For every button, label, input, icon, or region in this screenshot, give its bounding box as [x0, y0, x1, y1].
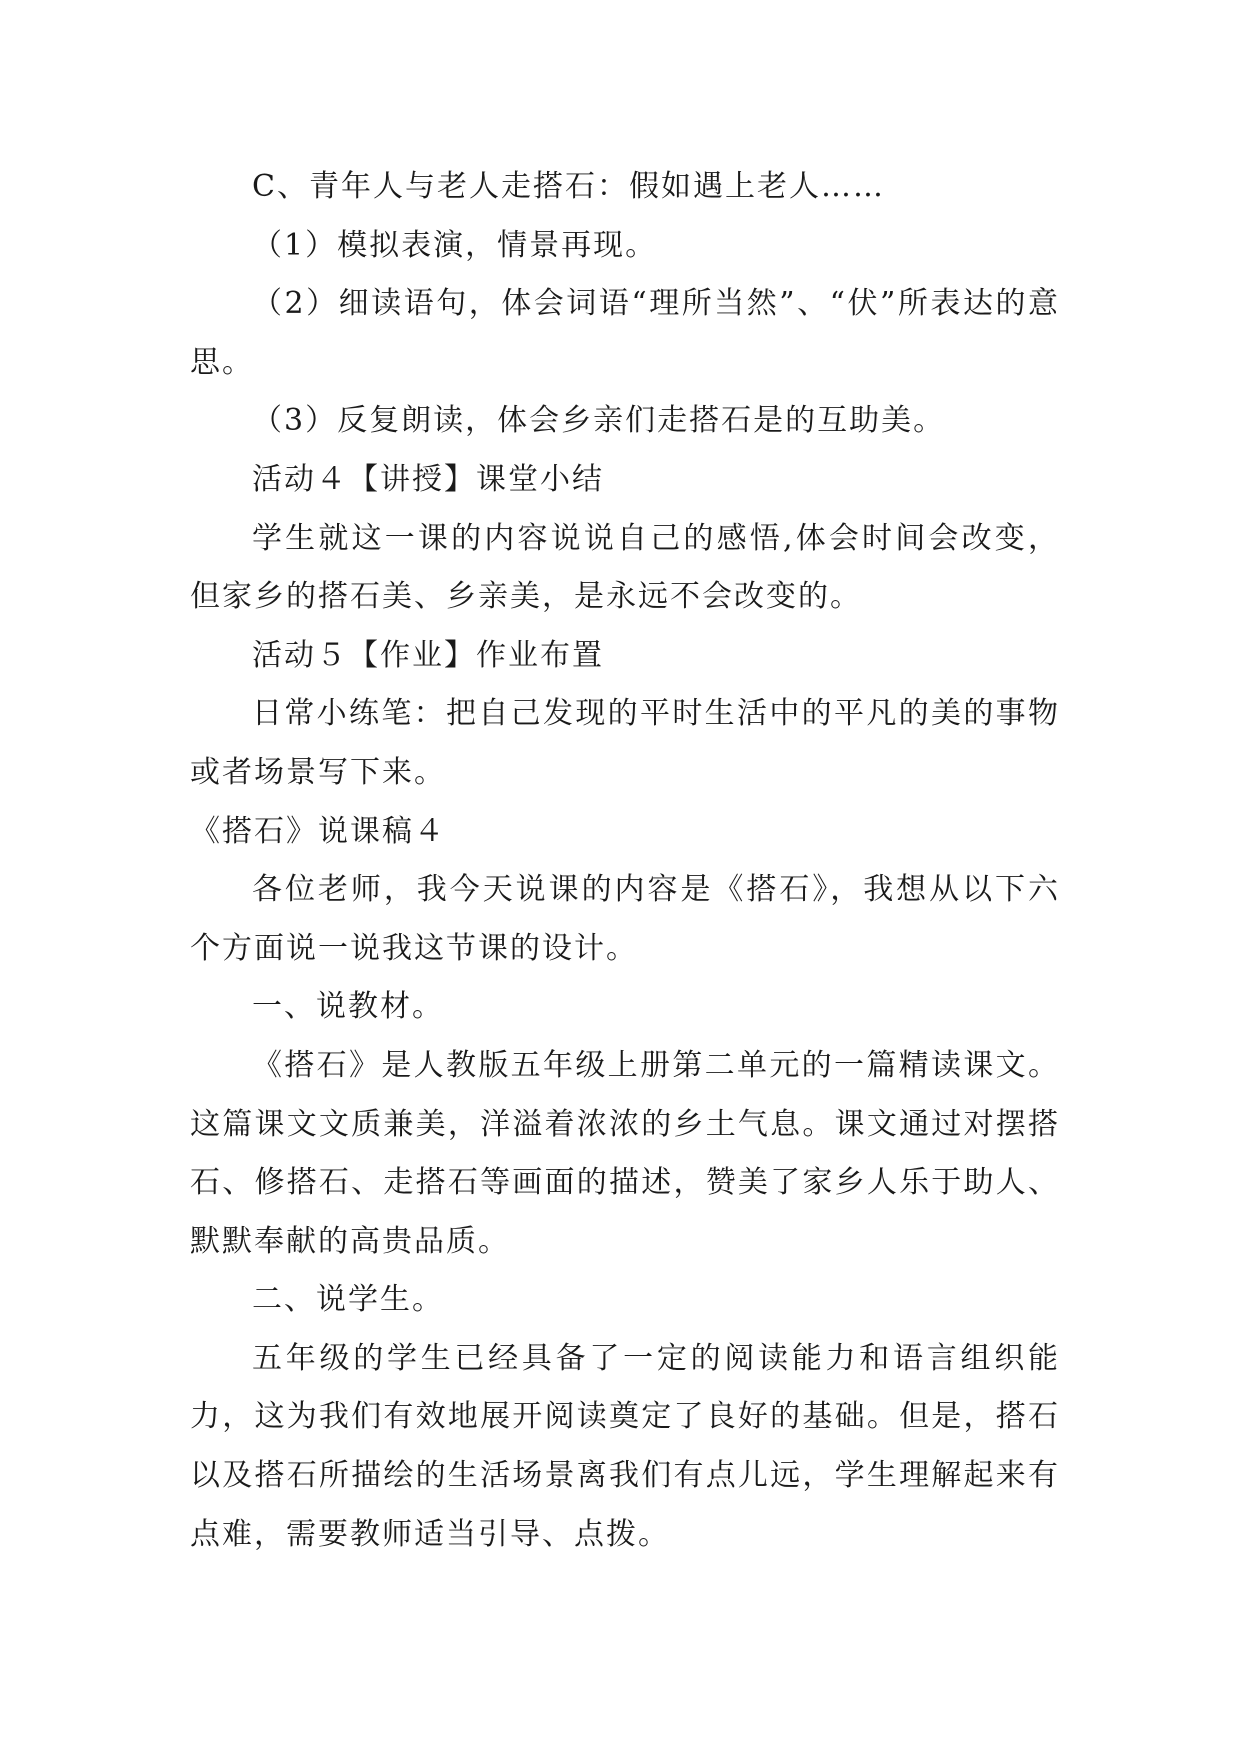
paragraph-section-1-heading: 一、说教材。: [252, 989, 444, 1025]
paragraph-textbook: 《搭石》是人教版五年级上册第二单元的一篇精读课文。这篇课文文质兼美，洋溢着浓浓的乡土气息。课文通过对摆搭石、修搭石、走搭石等画面的描述，赞美了家乡人乐于助人、默默奉献的高贵品质。: [190, 1047, 1060, 1259]
paragraph-intro: 各位老师，我今天说课的内容是《搭石》，我想从以下六个方面说一说我这节课的设计。: [190, 872, 1060, 966]
paragraph-step-2: （2）细读语句，体会词语“理所当然”、“伏”所表达的意思。: [190, 286, 1060, 380]
paragraph-homework: 日常小练笔：把自己发现的平时生活中的平凡的美的事物或者场景写下来。: [190, 696, 1060, 790]
paragraph-section-2-heading: 二、说学生。: [252, 1282, 444, 1318]
paragraph-activity-4-heading: 活动４【讲授】课堂小结: [252, 461, 604, 497]
paragraph-summary: 学生就这一课的内容说说自己的感悟,体会时间会改变，但家乡的搭石美、乡亲美，是永远不会改变的。: [190, 520, 1060, 615]
paragraph-step-3: （3）反复朗读，体会乡亲们走搭石是的互助美。: [252, 403, 946, 439]
paragraph-activity-c: C、青年人与老人走搭石：假如遇上老人……: [252, 169, 885, 204]
document-body: [190, 158, 1060, 1564]
paragraph-step-1: （1）模拟表演，情景再现。: [252, 227, 658, 263]
section-title: 《搭石》说课稿４: [190, 813, 446, 849]
paragraph-activity-5-heading: 活动５【作业】作业布置: [252, 637, 604, 673]
paragraph-students: 五年级的学生已经具备了一定的阅读能力和语言组织能力，这为我们有效地展开阅读奠定了良好的基础。但是，搭石以及搭石所描绘的生活场景离我们有点儿远，学生理解起来有点难，需要教师适当引导、点拨。: [190, 1340, 1060, 1552]
